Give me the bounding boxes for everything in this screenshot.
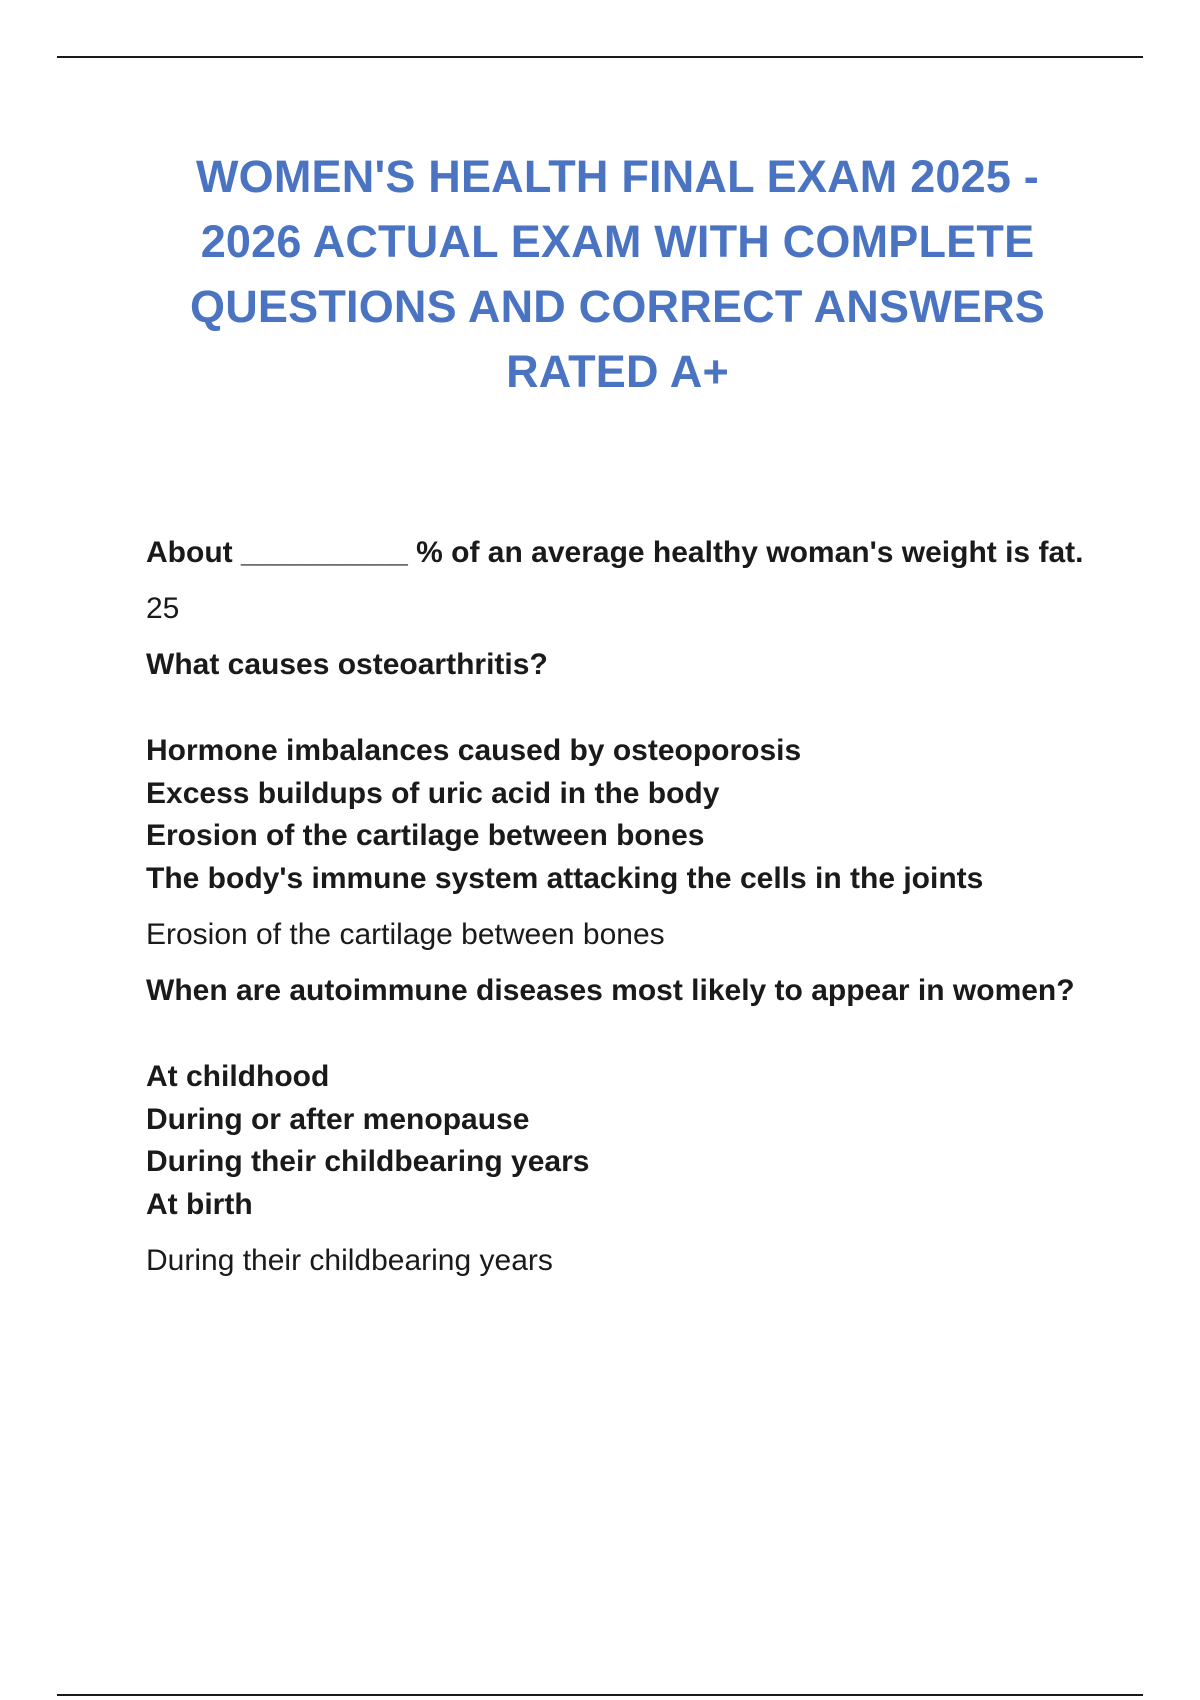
- answer-text: Erosion of the cartilage between bones: [146, 918, 665, 951]
- qa-item-1: [146, 532, 1086, 630]
- answer-text: During their childbearing years: [146, 1244, 553, 1277]
- option-item: Excess buildups of uric acid in the body: [146, 776, 720, 810]
- qa-item-2: [146, 644, 1086, 956]
- question-text: What causes osteoarthritis?: [146, 648, 548, 681]
- option-item: At childhood: [146, 1060, 330, 1093]
- option-item: The body's immune system attacking the cells in the joints: [146, 861, 984, 895]
- option-item: During or after menopause: [146, 1102, 530, 1136]
- option-item: Erosion of the cartilage between bones: [146, 819, 705, 852]
- question-text: When are autoimmune diseases most likely to appear in women?: [146, 974, 1075, 1007]
- top-rule: [57, 56, 1143, 58]
- question-text: About __________ % of an average healthy woman's weight is fat.: [146, 536, 1084, 569]
- qa-item-3: [146, 970, 1086, 1282]
- qa-list: [146, 532, 1086, 1282]
- answer-text: 25: [146, 592, 180, 625]
- option-item: Hormone imbalances caused by osteoporosis: [146, 734, 802, 767]
- option-item: At birth: [146, 1187, 253, 1221]
- option-list: [146, 1056, 1086, 1226]
- bottom-rule: [57, 1694, 1143, 1696]
- document-title: WOMEN'S HEALTH FINAL EXAM 2025 - 2026 ACTUAL EXAM WITH COMPLETE QUESTIONS AND CORRECT ANSWERS RATED A+: [190, 151, 1045, 397]
- option-item: During their childbearing years: [146, 1145, 590, 1178]
- option-list: [146, 730, 1086, 900]
